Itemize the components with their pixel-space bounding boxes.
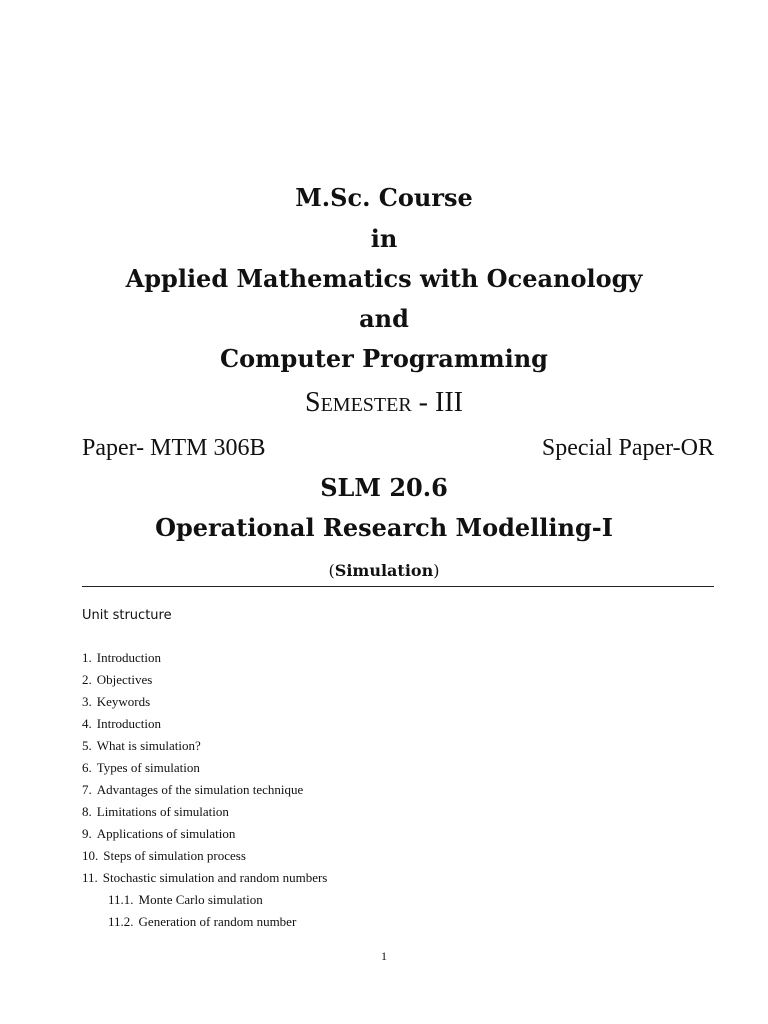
item-number: 5.: [82, 738, 92, 753]
item-label: Limitations of simulation: [96, 804, 229, 819]
list-item: [82, 692, 702, 714]
item-number: 2.: [82, 672, 92, 687]
subtitle: [0, 561, 768, 581]
list-item: [82, 868, 702, 890]
item-number: 3.: [82, 694, 92, 709]
page-number: 1: [381, 949, 387, 963]
item-label: Stochastic simulation and random numbers: [102, 870, 328, 885]
list-item-sub: [82, 890, 702, 912]
item-number: 7.: [82, 782, 92, 797]
slm-number: SLM 20.6: [320, 473, 448, 502]
list-item: [82, 714, 702, 736]
subtitle-close-paren: ): [433, 561, 440, 580]
title-line-computer: Computer Programming: [220, 344, 548, 373]
unit-structure-list: [82, 648, 702, 934]
item-number: 8.: [82, 804, 92, 819]
unit-structure-heading: Unit structure: [82, 608, 172, 623]
item-number: 4.: [82, 716, 92, 731]
item-number: 11.: [82, 870, 98, 885]
course-title: Operational Research Modelling-I: [155, 513, 613, 542]
item-label: Types of simulation: [96, 760, 200, 775]
item-label: Steps of simulation process: [103, 848, 246, 863]
item-number: 11.1.: [108, 892, 134, 907]
list-item: [82, 648, 702, 670]
horizontal-rule: [82, 586, 714, 587]
title-line-program: Applied Mathematics with Oceanology: [125, 264, 643, 293]
list-item: [82, 802, 702, 824]
item-number: 1.: [82, 650, 92, 665]
list-item-sub: [82, 912, 702, 934]
list-item: [82, 758, 702, 780]
list-item: [82, 670, 702, 692]
paper-row: [82, 433, 714, 463]
item-label: What is simulation?: [96, 738, 201, 753]
title-line-and: and: [359, 304, 409, 333]
item-label: Introduction: [96, 716, 162, 731]
item-label: Introduction: [96, 650, 162, 665]
list-item: [82, 846, 702, 868]
semester-label: Semester - III: [305, 387, 463, 418]
list-item: [82, 736, 702, 758]
item-label: Monte Carlo simulation: [138, 892, 263, 907]
item-number: 10.: [82, 848, 99, 863]
item-label: Generation of random number: [138, 914, 297, 929]
item-label: Objectives: [96, 672, 153, 687]
paper-type: Special Paper-OR: [541, 435, 714, 461]
item-number: 11.2.: [108, 914, 134, 929]
list-item: [82, 824, 702, 846]
subtitle-open-paren: (: [328, 561, 335, 580]
item-number: 9.: [82, 826, 92, 841]
paper-code: Paper- MTM 306B: [82, 435, 266, 461]
item-label: Keywords: [96, 694, 151, 709]
subtitle-text: Simulation: [334, 561, 434, 580]
title-line-in: in: [370, 224, 398, 253]
list-item: [82, 780, 702, 802]
title-line-course: M.Sc. Course: [295, 183, 473, 212]
item-label: Advantages of the simulation technique: [96, 782, 304, 797]
item-label: Applications of simulation: [96, 826, 236, 841]
item-number: 6.: [82, 760, 92, 775]
